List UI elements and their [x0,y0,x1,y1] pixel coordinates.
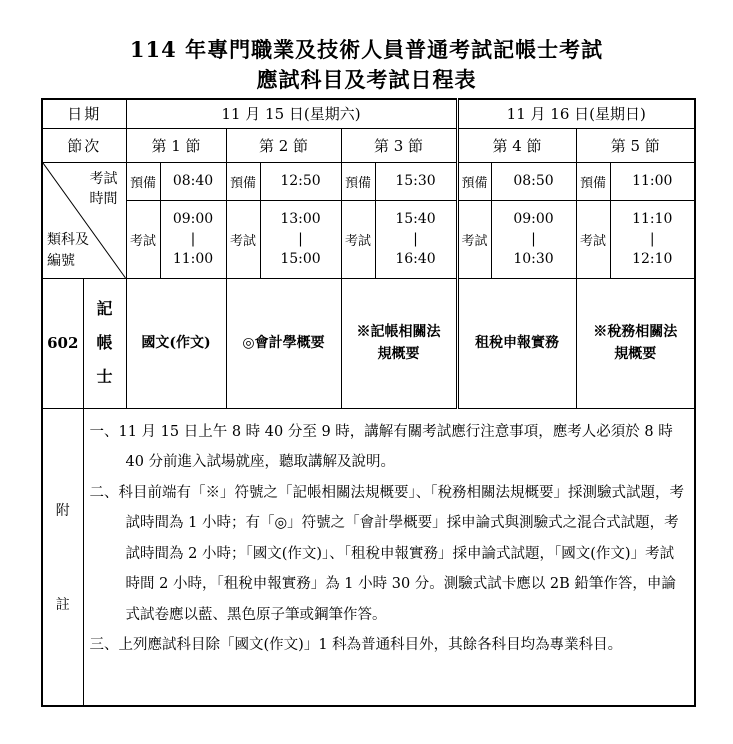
session-3: 第 3 節 [341,128,457,162]
prep-label-1: 預備 [126,162,160,200]
notes-content [83,408,695,706]
prep-label-4: 預備 [457,162,491,200]
session-4: 第 4 節 [457,128,576,162]
subject-2: ◎會計學概要 [226,278,341,408]
exam-label-3: 考試 [341,200,375,278]
exam-label-5: 考試 [576,200,610,278]
prep-time-1: 08:40 [160,162,226,200]
note-item-1: 一、11 月 15 日上午 8 時 40 分至 9 時，講解有關考試應行注意事項，應考人必須於 8 時 40 分前進入試場就座，聽取講解及說明。 [89,423,673,470]
subject-3: ※記帳相關法 規概要 [341,278,457,408]
session-5: 第 5 節 [576,128,695,162]
category-code: 602 [42,278,83,408]
exam-time-3: 15:40 | 16:40 [375,200,457,278]
diag-label-category: 類科及 編號 [47,231,89,269]
prep-label-3: 預備 [341,162,375,200]
day2-header: 11 月 16 日(星期日) [457,99,695,128]
exam-time-1: 09:00 | 11:00 [160,200,226,278]
diagonal-header-cell [42,162,126,278]
exam-time-2: 13:00 | 15:00 [260,200,341,278]
prep-time-5: 11:00 [610,162,695,200]
session-1: 第 1 節 [126,128,226,162]
prep-time-3: 15:30 [375,162,457,200]
schedule-table [41,98,696,707]
prep-time-4: 08:50 [491,162,576,200]
note-item-3: 三、上列應試科目除「國文(作文)」1 科為普通科目外，其餘各科目均為專業科目。 [89,637,623,653]
session-label: 節次 [42,128,126,162]
subject-1: 國文(作文) [126,278,226,408]
prep-label-2: 預備 [226,162,260,200]
exam-label-4: 考試 [457,200,491,278]
prep-label-5: 預備 [576,162,610,200]
diag-label-exam-time: 考試 時間 [89,170,118,207]
subject-5: ※稅務相關法 規概要 [576,278,695,408]
notes-label: 附 註 [42,408,83,706]
exam-label-2: 考試 [226,200,260,278]
document-subtitle: 應試科目及考試日程表 [256,67,477,92]
exam-time-5: 11:10 | 12:10 [610,200,695,278]
exam-time-4: 09:00 | 10:30 [491,200,576,278]
document-title: 114 年專門職業及技術人員普通考試記帳士考試 [129,37,604,62]
prep-time-2: 12:50 [260,162,341,200]
note-item-2: 二、科目前端有「※」符號之「記帳相關法規概要」、「稅務相關法規概要」採測驗式試題，考試時間為 1 小時；有「◎」符號之「會計學概要」採申論式與測驗式之混合式試題，考試時間為 2 小時；「國文(作文)」、「租稅申報實務」採申論式試題，「國文(作文)」考試時間 2 小時，「租稅申報實務」為 1 小時 30 分。測驗式試卡應以 2B 鉛筆作答，申論式試卷應以藍、黑色原子筆或鋼筆作答。 [89,484,684,623]
category-name: 記 帳 士 [83,278,126,408]
exam-label-1: 考試 [126,200,160,278]
date-label: 日期 [42,99,126,128]
subject-4: 租稅申報實務 [457,278,576,408]
day1-header: 11 月 15 日(星期六) [126,99,457,128]
session-2: 第 2 節 [226,128,341,162]
